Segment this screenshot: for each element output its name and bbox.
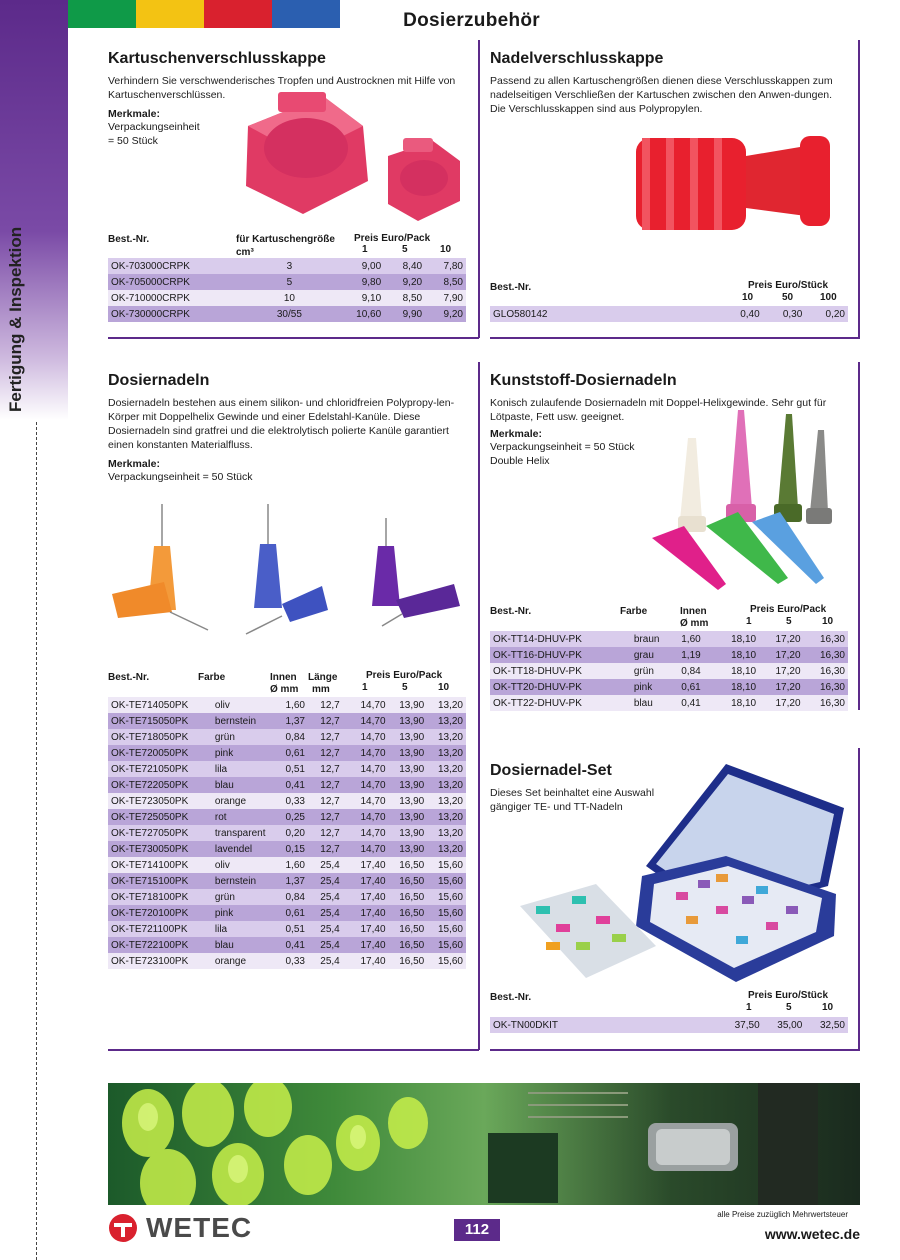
cell-innen: 0,41: [283, 937, 315, 953]
section-title: Kunststoff-Dosiernadeln: [490, 372, 677, 389]
col-innen: Innen: [270, 672, 297, 683]
qty-label: 10: [742, 292, 754, 303]
col-best-nr: Best.-Nr.: [490, 606, 532, 617]
cell-innen: 1,19: [678, 647, 714, 663]
section-description: Passend zu allen Kartuschengrößen dienen diese Verschlusskappen zum nadelseitigen Verschließen der Kartuschen zwischen den Anwen-dungen. Die Verschlusskappen sind aus Polypropylen.: [490, 75, 833, 115]
cell-price: 0,40: [720, 306, 763, 322]
table-row: [108, 306, 466, 322]
cell-p10: 15,60: [427, 889, 466, 905]
table-row: [108, 889, 466, 905]
cell-l: 12,7: [314, 841, 350, 857]
cell-nr: OK-TT20-DHUV-PK: [490, 679, 626, 695]
table-row: [490, 306, 848, 322]
cell-farbe: oliv: [212, 697, 283, 713]
section-description: Dieses Set beinhaltet eine Auswahl gängiger TE- und TT-Nadeln: [490, 787, 655, 813]
cell-p5: 17,20: [759, 647, 803, 663]
qty-label: 10: [438, 682, 450, 693]
cell-p1: 14,70: [350, 825, 389, 841]
cell-p10: 15,60: [427, 873, 466, 889]
cell-innen: 0,84: [283, 729, 315, 745]
table-row: [490, 679, 848, 695]
cell-p1: 18,10: [715, 647, 759, 663]
cell-p10: 13,20: [427, 697, 466, 713]
cell-innen: 0,41: [678, 695, 714, 711]
cell-p1: 18,10: [715, 631, 759, 647]
needle-cap-image: [628, 128, 838, 238]
table-row: [108, 713, 466, 729]
cell-price: 0,20: [805, 306, 848, 322]
qty-label: 10: [822, 1002, 834, 1013]
cell-p10: 13,20: [427, 745, 466, 761]
cell-p5: 16,50: [389, 905, 428, 921]
qty-label: 5: [786, 616, 792, 627]
website-link[interactable]: www.wetec.de: [764, 1226, 860, 1242]
cell-p10: 15,60: [427, 937, 466, 953]
cell-farbe: oliv: [212, 857, 283, 873]
col-preis: Preis Euro/Pack: [354, 233, 431, 244]
section-border: [858, 40, 860, 338]
cell-price: 8,50: [384, 290, 425, 306]
cell-nr: OK-730000CRPK: [108, 306, 244, 322]
cell-l: 25,4: [314, 873, 350, 889]
table-row: [108, 921, 466, 937]
qty-label: 50: [782, 292, 794, 303]
cell-size: 30/55: [244, 306, 334, 322]
cell-nr: OK-TN00DKIT: [490, 1017, 720, 1033]
brand-name: WETEC: [146, 1212, 253, 1243]
cell-innen: 1,37: [283, 713, 315, 729]
cell-l: 12,7: [314, 777, 350, 793]
cell-farbe: braun: [626, 631, 678, 647]
cell-p1: 18,10: [715, 695, 759, 711]
cell-p5: 13,90: [389, 729, 428, 745]
cell-p10: 15,60: [427, 857, 466, 873]
qty-label: 5: [786, 1002, 792, 1013]
cell-nr: OK-TE718050PK: [108, 729, 212, 745]
cell-price: 10,60: [334, 306, 384, 322]
cell-price: 9,20: [384, 274, 425, 290]
cell-farbe: blau: [212, 937, 283, 953]
color-bar-blue: [272, 0, 340, 28]
cell-farbe: blau: [212, 777, 283, 793]
col-laenge: Länge: [308, 672, 338, 683]
cell-p10: 13,20: [427, 809, 466, 825]
col-preis: Preis Euro/Stück: [748, 280, 829, 291]
cell-farbe: pink: [212, 905, 283, 921]
section-description: Konisch zulaufende Dosiernadeln mit Doppel-Helixgewinde. Sehr gut für Lötpaste, Fett usw. geeignet.: [490, 397, 827, 423]
cell-p10: 13,20: [427, 825, 466, 841]
section-border: [858, 362, 860, 710]
cell-farbe: bernstein: [212, 873, 283, 889]
cell-nr: OK-TE730050PK: [108, 841, 212, 857]
cell-p5: 13,90: [389, 825, 428, 841]
cell-l: 12,7: [314, 825, 350, 841]
cell-nr: OK-TE727050PK: [108, 825, 212, 841]
cell-price: 0,30: [763, 306, 806, 322]
cell-p5: 13,90: [389, 745, 428, 761]
section-border: [490, 1049, 860, 1051]
cell-p1: 17,40: [350, 857, 389, 873]
cell-farbe: lila: [212, 761, 283, 777]
section-border: [858, 748, 860, 1050]
table-row: [108, 809, 466, 825]
dashed-divider: [36, 422, 37, 1260]
cell-p1: 17,40: [350, 953, 389, 969]
cell-price: 9,80: [334, 274, 384, 290]
cell-p5: 13,90: [389, 793, 428, 809]
cell-innen: 0,61: [283, 905, 315, 921]
cell-p1: 14,70: [350, 729, 389, 745]
cell-l: 25,4: [314, 921, 350, 937]
color-bar-red: [204, 0, 272, 28]
cell-farbe: orange: [212, 793, 283, 809]
table-row: [108, 825, 466, 841]
cell-l: 25,4: [314, 953, 350, 969]
cell-nr: OK-TE720100PK: [108, 905, 212, 921]
cell-p1: 17,40: [350, 889, 389, 905]
cell-innen: 1,60: [678, 631, 714, 647]
table-row: [108, 274, 466, 290]
cell-p5: 13,90: [389, 713, 428, 729]
plastic-needles-image: [640, 408, 850, 598]
qty-label: 10: [440, 244, 452, 255]
cell-p5: 16,50: [389, 937, 428, 953]
page-number: 112: [454, 1219, 500, 1241]
table-row: [108, 873, 466, 889]
sidebar-label: Fertigung & Inspektion: [6, 226, 25, 412]
cell-innen: 0,41: [283, 777, 315, 793]
cell-nr: OK-TT16-DHUV-PK: [490, 647, 626, 663]
cell-p1: 14,70: [350, 745, 389, 761]
cell-p5: 13,90: [389, 777, 428, 793]
cell-nr: OK-TT18-DHUV-PK: [490, 663, 626, 679]
cell-nr: GLO580142: [490, 306, 720, 322]
cell-price: 9,00: [334, 258, 384, 274]
cell-l: 12,7: [314, 793, 350, 809]
cell-farbe: bernstein: [212, 713, 283, 729]
color-bar-yellow: [136, 0, 204, 28]
qty-label: 5: [402, 244, 408, 255]
cell-price: 7,80: [425, 258, 466, 274]
table-row: [108, 777, 466, 793]
section-title: Dosiernadeln: [108, 372, 210, 389]
cell-price: 7,90: [425, 290, 466, 306]
cell-innen: 0,51: [283, 761, 315, 777]
merkmale-text: Double Helix: [490, 455, 550, 467]
qty-label: 10: [822, 616, 834, 627]
cell-p5: 13,90: [389, 697, 428, 713]
cell-p1: 18,10: [715, 679, 759, 695]
col-preis: Preis Euro/Stück: [748, 990, 829, 1001]
cell-nr: OK-TE714100PK: [108, 857, 212, 873]
cell-p5: 17,20: [759, 663, 803, 679]
dispensing-needles-image: [104, 500, 468, 640]
cell-innen: 0,15: [283, 841, 315, 857]
cell-farbe: lila: [212, 921, 283, 937]
cell-p10: 13,20: [427, 713, 466, 729]
cell-p10: 16,30: [804, 631, 848, 647]
cell-p1: 14,70: [350, 777, 389, 793]
section-description: Dosiernadeln bestehen aus einem silikon- und chloridfreien Polypropy-len-Körper mit Doppelhelix Gewinde und einer Edelstahl-Kanüle. Diese Dosiernadeln sind gratfrei und die elektrolytisch polierte Kanüle garantiert einen konstanten Materialfluss.: [108, 397, 455, 451]
cell-nr: OK-TE723100PK: [108, 953, 212, 969]
table-row: [490, 631, 848, 647]
cell-nr: OK-TE718100PK: [108, 889, 212, 905]
cell-l: 25,4: [314, 905, 350, 921]
cell-innen: 0,20: [283, 825, 315, 841]
cell-l: 12,7: [314, 745, 350, 761]
nadelv-table: [490, 306, 848, 322]
cell-p5: 17,20: [759, 679, 803, 695]
cell-innen: 0,33: [283, 953, 315, 969]
cell-innen: 0,33: [283, 793, 315, 809]
cell-p1: 14,70: [350, 761, 389, 777]
cell-p1: 17,40: [350, 873, 389, 889]
cell-nr: OK-TE715100PK: [108, 873, 212, 889]
cell-farbe: transparent: [212, 825, 283, 841]
merkmale-heading: Merkmale:: [108, 108, 160, 120]
cell-l: 12,7: [314, 713, 350, 729]
col-innen: Innen: [680, 606, 707, 617]
cell-p5: 13,90: [389, 809, 428, 825]
section-title: Dosiernadel-Set: [490, 762, 612, 779]
cell-p5: 13,90: [389, 761, 428, 777]
cell-farbe: grün: [626, 663, 678, 679]
cell-farbe: grün: [212, 889, 283, 905]
cell-p10: 15,60: [427, 905, 466, 921]
qty-label: 1: [746, 1002, 752, 1013]
cell-innen: 1,60: [283, 857, 315, 873]
merkmale-text: Verpackungseinheit = 50 Stück: [108, 471, 253, 483]
cartridge-cap-image: [228, 86, 478, 226]
col-innen-unit: Ø mm: [680, 618, 709, 629]
cell-price: 9,10: [334, 290, 384, 306]
cell-nr: OK-TE721050PK: [108, 761, 212, 777]
cell-nr: OK-TE720050PK: [108, 745, 212, 761]
cell-farbe: pink: [212, 745, 283, 761]
cell-nr: OK-705000CRPK: [108, 274, 244, 290]
price-note: alle Preise zuzüglich Mehrwertsteuer: [717, 1210, 848, 1219]
kunst-table: [490, 631, 848, 711]
merkmale-text: = 50 Stück: [108, 135, 158, 147]
cell-price: 9,20: [425, 306, 466, 322]
cell-p10: 16,30: [804, 663, 848, 679]
col-best-nr: Best.-Nr.: [490, 282, 532, 293]
section-border: [478, 362, 480, 1050]
table-row: [490, 663, 848, 679]
cell-price: 37,50: [720, 1017, 763, 1033]
section-border: [478, 40, 480, 338]
table-row: [490, 1017, 848, 1033]
cell-nr: OK-TE715050PK: [108, 713, 212, 729]
cell-p1: 17,40: [350, 921, 389, 937]
cell-p1: 14,70: [350, 809, 389, 825]
cell-nr: OK-TE714050PK: [108, 697, 212, 713]
cell-nr: OK-TE721100PK: [108, 921, 212, 937]
col-innen-unit: Ø mm: [270, 684, 299, 695]
cell-innen: 0,84: [678, 663, 714, 679]
section-border: [108, 337, 479, 339]
table-row: [490, 695, 848, 711]
cell-innen: 1,60: [283, 697, 315, 713]
cell-price: 32,50: [805, 1017, 848, 1033]
table-row: [108, 761, 466, 777]
qty-label: 100: [820, 292, 837, 303]
cell-price: 9,90: [384, 306, 425, 322]
table-row: [108, 841, 466, 857]
col-best-nr: Best.-Nr.: [108, 234, 150, 245]
table-row: [108, 905, 466, 921]
merkmale-heading: Merkmale:: [490, 428, 542, 440]
cell-l: 12,7: [314, 809, 350, 825]
cell-farbe: grün: [212, 729, 283, 745]
section-description: Verhindern Sie verschwenderisches Tropfen und Austrocknen mit Hilfe von Kartuschenverschlüssen.: [108, 75, 456, 101]
cell-farbe: blau: [626, 695, 678, 711]
col-best-nr: Best.-Nr.: [490, 992, 532, 1003]
section-border: [108, 1049, 479, 1051]
cell-l: 12,7: [314, 761, 350, 777]
cell-farbe: rot: [212, 809, 283, 825]
col-farbe: Farbe: [198, 672, 226, 683]
merkmale-text: Verpackungseinheit: [108, 121, 200, 133]
footer-pcb-image: [108, 1083, 860, 1205]
section-nadelverschlusskappe: [490, 50, 840, 116]
table-row: [108, 258, 466, 274]
qty-label: 1: [746, 616, 752, 627]
wetec-logo-icon: [108, 1213, 142, 1243]
cell-price: 8,50: [425, 274, 466, 290]
cell-p10: 13,20: [427, 777, 466, 793]
merkmale-text: Verpackungseinheit = 50 Stück: [490, 441, 635, 453]
cell-p10: 13,20: [427, 761, 466, 777]
table-row: [108, 937, 466, 953]
cell-p10: 16,30: [804, 679, 848, 695]
cell-p10: 13,20: [427, 729, 466, 745]
cell-p10: 13,20: [427, 841, 466, 857]
col-preis: Preis Euro/Pack: [366, 670, 443, 681]
cell-nr: OK-703000CRPK: [108, 258, 244, 274]
cell-farbe: pink: [626, 679, 678, 695]
cell-nr: OK-TE722050PK: [108, 777, 212, 793]
cell-innen: 0,25: [283, 809, 315, 825]
kartusch-table: [108, 258, 466, 322]
page-title: Dosierzubehör: [403, 10, 540, 31]
cell-farbe: orange: [212, 953, 283, 969]
cell-innen: 1,37: [283, 873, 315, 889]
color-bar: [68, 0, 340, 28]
qty-label: 1: [362, 682, 368, 693]
cell-nr: OK-TE725050PK: [108, 809, 212, 825]
wetec-logo: [108, 1212, 252, 1244]
cell-nr: OK-TT22-DHUV-PK: [490, 695, 626, 711]
col-farbe: Farbe: [620, 606, 648, 617]
cell-p5: 13,90: [389, 841, 428, 857]
table-row: [108, 290, 466, 306]
cell-p10: 16,30: [804, 647, 848, 663]
cell-p5: 16,50: [389, 921, 428, 937]
merkmale-heading: Merkmale:: [108, 458, 160, 470]
cell-size: 3: [244, 258, 334, 274]
table-row: [108, 729, 466, 745]
cell-innen: 0,61: [678, 679, 714, 695]
cell-nr: OK-TE723050PK: [108, 793, 212, 809]
cell-p5: 16,50: [389, 857, 428, 873]
cell-innen: 0,51: [283, 921, 315, 937]
cell-size: 10: [244, 290, 334, 306]
dosier-table: [108, 697, 466, 969]
cell-innen: 0,61: [283, 745, 315, 761]
qty-label: 1: [362, 244, 368, 255]
table-row: [108, 953, 466, 969]
cell-p10: 16,30: [804, 695, 848, 711]
cell-price: 35,00: [763, 1017, 806, 1033]
cell-price: 8,40: [384, 258, 425, 274]
cell-p1: 14,70: [350, 841, 389, 857]
table-row: [108, 793, 466, 809]
cell-p1: 18,10: [715, 663, 759, 679]
cell-p1: 17,40: [350, 905, 389, 921]
section-title: Nadelverschlusskappe: [490, 50, 664, 67]
cell-p10: 13,20: [427, 793, 466, 809]
cell-l: 12,7: [314, 697, 350, 713]
section-title: Kartuschenverschlusskappe: [108, 50, 326, 67]
cell-p1: 14,70: [350, 793, 389, 809]
cell-p10: 15,60: [427, 921, 466, 937]
cell-p5: 16,50: [389, 873, 428, 889]
color-bar-green: [68, 0, 136, 28]
table-row: [108, 745, 466, 761]
cell-p10: 15,60: [427, 953, 466, 969]
section-border: [490, 337, 860, 339]
section-dosiernadeln: [108, 372, 468, 484]
col-cm: cm³: [236, 247, 254, 258]
col-kartuschengroesse: für Kartuschengröße: [236, 234, 335, 245]
col-preis: Preis Euro/Pack: [750, 604, 827, 615]
cell-nr: OK-TE722100PK: [108, 937, 212, 953]
cell-p1: 14,70: [350, 713, 389, 729]
cell-p5: 17,20: [759, 695, 803, 711]
col-best-nr: Best.-Nr.: [108, 672, 150, 683]
cell-nr: OK-710000CRPK: [108, 290, 244, 306]
cell-l: 12,7: [314, 729, 350, 745]
cell-l: 25,4: [314, 889, 350, 905]
cell-p5: 16,50: [389, 953, 428, 969]
pcb-illustration: [108, 1083, 860, 1205]
cell-farbe: lavendel: [212, 841, 283, 857]
set-table: [490, 1017, 848, 1033]
table-row: [490, 647, 848, 663]
table-row: [108, 857, 466, 873]
cell-p5: 17,20: [759, 631, 803, 647]
table-row: [108, 697, 466, 713]
cell-p5: 16,50: [389, 889, 428, 905]
cell-innen: 0,84: [283, 889, 315, 905]
col-laenge-unit: mm: [312, 684, 330, 695]
cell-p1: 14,70: [350, 697, 389, 713]
cell-l: 25,4: [314, 937, 350, 953]
cell-l: 25,4: [314, 857, 350, 873]
cell-nr: OK-TT14-DHUV-PK: [490, 631, 626, 647]
qty-label: 5: [402, 682, 408, 693]
cell-p1: 17,40: [350, 937, 389, 953]
cell-farbe: grau: [626, 647, 678, 663]
cell-size: 5: [244, 274, 334, 290]
needle-set-case-image: [516, 756, 852, 986]
